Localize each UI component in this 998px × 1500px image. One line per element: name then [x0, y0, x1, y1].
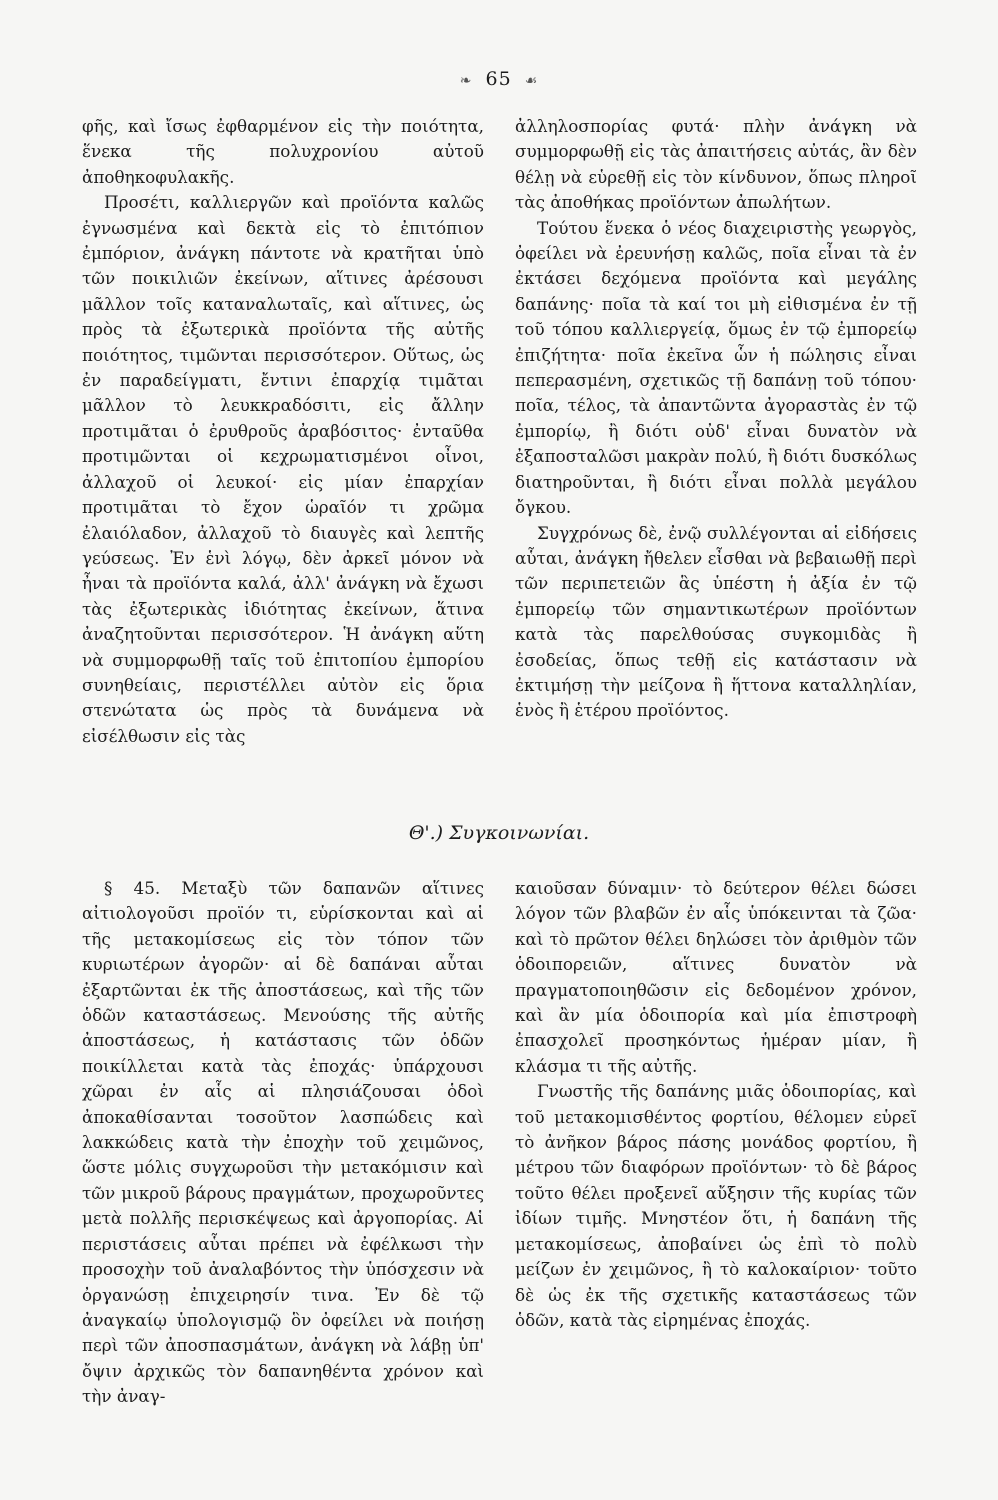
- paragraph: καιοῦσαν δύναμιν· τὸ δεύτερον θέλει δώσει λόγον τῶν βλαβῶν ἐν αἷς ὑπόκεινται τὰ ζῶα· καὶ τὸ πρῶτον θέλει δηλώσει τὸν ἀριθμὸν τῶν ὁδοιπορειῶν, αἵτινες δυνατὸν νὰ πραγματοποιηθῶσιν εἰς δεδομένον χρόνον, καὶ ἂν μία ὁδοιπορία καὶ μία ἐπιστροφὴ ἐπασχολεῖ προσηκόντως ἡμέραν μίαν, ἢ κλάσμα τι τῆς αὐτῆς.: [515, 878, 917, 1076]
- ornament-left-icon: ❧: [459, 73, 473, 89]
- page-header: [0, 68, 998, 90]
- ornament-right-icon: ☙: [524, 73, 539, 89]
- page-number: 65: [485, 68, 512, 90]
- paragraph: φῆς, καὶ ἴσως ἐφθαρμένον εἰς τὴν ποιότητα, ἕνεκα τῆς πολυχρονίου αὐτοῦ ἀποθηκοφυλακῆς.: [82, 116, 484, 187]
- paragraph: Τούτου ἕνεκα ὁ νέος διαχειριστὴς γεωργὸς, ὀφείλει νὰ ἐρευνήσῃ καλῶς, ποῖα εἶναι τὰ ἐν ἐκτάσει δεχόμενα προϊόντα καὶ μεγάλης δαπάνης· ποῖα τὰ καί τοι μὴ εἰθισμένα ἐν τῇ τοῦ τόπου καλλιεργείᾳ, ὅμως ἐν τῷ ἐμπορείῳ ἐπιζήτητα· ποῖα ἐκεῖνα ὧν ἡ πώλησις εἶναι πεπερασμένη, σχετικῶς τῇ δαπάνῃ τοῦ τόπου· ποῖα, τέλος, τὰ ἀπαντῶντα ἀγοραστὰς ἐν τῷ ἐμπορίῳ, ἢ διότι οὐδ' εἶναι δυνατὸν νὰ ἐξαποσταλῶσι μακρὰν πολύ, ἢ διότι δυσκόλως διατηροῦνται, ἢ διότι εἶναι πολλὰ μεγάλου ὄγκου.: [515, 217, 918, 518]
- paragraph: § 45. Μεταξὺ τῶν δαπανῶν αἵτινες αἰτιολογοῦσι προϊόν τι, εὑρίσκονται καὶ αἱ τῆς μετακομίσεως εἰς τὸν τόπον τῶν κυριωτέρων ἀγορῶν· αἱ δὲ δαπάναι αὗται ἐξαρτῶνται ἐκ τῆς ἀποστάσεως, καὶ τῆς τῶν ὁδῶν καταστάσεως. Μενούσης τῆς αὐτῆς ἀποστάσεως, ἡ κατάστασις τῶν ὁδῶν ποικίλλεται κατὰ τὰς ἐποχάς· ὑπάρχουσι χῶραι ἐν αἷς αἱ πλησιάζουσαι ὁδοὶ ἀποκαθίσανται τοσοῦτον λασπώδεις καὶ λακκώδεις κατὰ τὴν ἐποχὴν τοῦ χειμῶνος, ὥστε μόλις συγχωροῦσι τὴν μετακόμισιν καὶ τῶν μικροῦ βάρους πραγμάτων, προχωροῦντες μετὰ πολλῆς περισκέψεως καὶ ἀργοπορίας. Αἱ περιστάσεις αὗται πρέπει νὰ ἐφέλκωσι τὴν προσοχὴν τοῦ ἀναλαβόντος τὴν ὑπόσχεσιν νὰ ὀργανώσῃ ἐπιχειρησίν τινα. Ἐν δὲ τῷ ἀναγκαίῳ ὑπολογισμῷ ὃν ὀφείλει νὰ ποιήσῃ περὶ τῶν ἀποσπασμάτων, ἀνάγκη νὰ λάβῃ ὑπ' ὄψιν ἀρχικῶς τὸν δαπανηθέντα χρόνον καὶ τὴν ἀναγ-: [82, 878, 484, 1407]
- paragraph: Προσέτι, καλλιεργῶν καὶ προϊόντα καλῶς ἐγνωσμένα καὶ δεκτὰ εἰς τὸ ἐπιτόπιον ἐμπόριον, ἀνάγκη πάντοτε νὰ κρατῆται ὑπὸ τῶν ποικιλιῶν ἐκείνων, αἵτινες ἀρέσουσι μᾶλλον τοῖς καταναλωταῖς, καὶ αἵτινες, ὡς πρὸς τὰ ἐξωτερικὰ προϊόντα τῆς αὐτῆς ποιότητος, τιμῶνται περισσότερον. Οὕτως, ὡς ἐν παραδείγματι, ἔντινι ἐπαρχίᾳ τιμᾶται μᾶλλον τὸ λευκκραδόσιτι, εἰς ἄλλην προτιμᾶται ὁ ἐρυθροῦς ἀραβόσιτος· ἐνταῦθα προτιμῶνται οἱ κεχρωματισμένοι οἶνοι, ἀλλαχοῦ οἱ λευκοί· εἰς μίαν ἐπαρχίαν προτιμᾶται τὸ ἔχον ὡραῖόν τι χρῶμα ἐλαιόλαδον, ἀλλαχοῦ τὸ διαυγὲς καὶ λεπτῆς γεύσεως. Ἐν ἑνὶ λόγῳ, δὲν ἀρκεῖ μόνον νὰ ἦναι τὰ προϊόντα καλά, ἀλλ' ἀνάγκη νὰ ἔχωσι τὰς ἐξωτερικὰς ἰδιότητας ἐκείνων, ἅτινα ἀναζητοῦνται περισσότερον. Ἡ ἀνάγκη αὕτη νὰ συμμορφωθῇ ταῖς τοῦ ἐπιτοπίου ἐμπορίου συνηθείαις, περιστέλλει αὐτὸν εἰς ὅρια στενώτατα ὡς πρὸς τὰ δυνάμενα νὰ εἰσέλθωσιν εἰς τὰς: [82, 192, 484, 746]
- paragraph: ἀλληλοσπορίας φυτά· πλὴν ἀνάγκη νὰ συμμορφωθῇ εἰς τὰς ἀπαιτήσεις αὐτάς, ἂν δὲν θέλῃ νὰ εὑρεθῇ εἰς τὸν κίνδυνον, ὅπως πληροῖ τὰς ἀποθήκας προϊόντων ἀπωλήτων.: [515, 116, 917, 213]
- bottom-right-column: [515, 876, 917, 1333]
- top-right-column: [515, 114, 917, 724]
- section-heading: Θ'.) Συγκοινωνίαι.: [408, 822, 590, 844]
- top-left-column: [82, 114, 484, 749]
- bottom-left-column: [82, 876, 484, 1410]
- paragraph: Γνωστῆς τῆς δαπάνης μιᾶς ὁδοιπορίας, καὶ τοῦ μετακομισθέντος φορτίου, θέλομεν εὑρεῖ τὸ ἀνῆκον βάρος πάσης μονάδος φορτίου, ἢ μέτρου τῶν διαφόρων προϊόντων· τὸ δὲ βάρος τοῦτο θέλει προξενεῖ αὔξησιν τῆς κυρίας τῶν ἰδίων τιμῆς. Μνηστέον ὅτι, ἡ δαπάνη τῆς μετακομίσεως, ἀποβαίνει ὡς ἐπὶ τὸ πολὺ μείζων ἐν χειμῶνος, ἢ τὸ καλοκαίριον· τοῦτο δὲ ὡς ἐκ τῆς σχετικῆς καταστάσεως τῶν ὁδῶν, κατὰ τὰς εἰρημένας ἐποχάς.: [515, 1081, 917, 1330]
- paragraph: Συγχρόνως δὲ, ἐνῷ συλλέγονται αἱ εἰδήσεις αὗται, ἀνάγκη ἤθελεν εἶσθαι νὰ βεβαιωθῇ περὶ τῶν περιπετειῶν ἃς ὑπέστη ἡ ἀξία ἐν τῷ ἐμπορείῳ τῶν σημαντικωτέρων προϊόντων κατὰ τὰς παρελθούσας συγκομιδὰς ἢ ἐσοδείας, ὅπως τεθῇ εἰς κατάστασιν νὰ ἐκτιμήσῃ τὴν μείζονα ἢ ἥττονα καταλληλίαν, ἑνὸς ἢ ἑτέρου προϊόντος.: [515, 522, 917, 721]
